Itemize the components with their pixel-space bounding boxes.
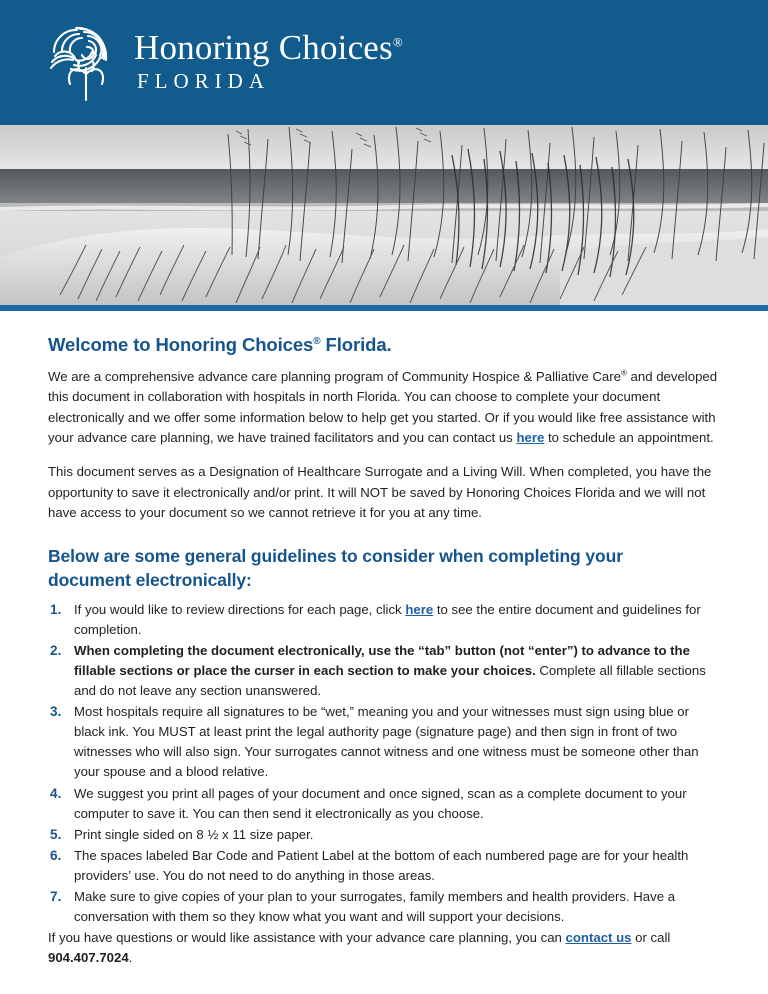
directions-here-link[interactable]: here	[405, 601, 434, 617]
guideline-1-text-after: to see the entire document and guidelines for completion.	[74, 601, 701, 638]
footer-text-middle: or call	[631, 929, 671, 945]
list-item	[48, 641, 720, 701]
guideline-1-text-before: If you would like to review directions for each page, click	[74, 601, 406, 617]
intro-paragraph-part-3: to schedule an appointment.	[544, 430, 714, 446]
registered-mark-icon: ®	[313, 335, 321, 347]
list-item: Most hospitals require all signatures to be “wet,” meaning you and your witnesses must sign using blue or black ink. You MUST at least print the legal authority page (signature page) and then sign in front of two witnesses who will also sign. Your surrogates cannot witness and one witness must be someone other than your spouse and a blood relative.	[74, 704, 699, 780]
brand-name-text: Honoring Choices	[134, 28, 393, 67]
guidelines-heading: Below are some general guidelines to consider when completing your document electronically:	[48, 546, 623, 590]
intro-paragraph-part-2: and developed this document in collaboration with hospitals in north Florida. You can choose to complete your document electronically and we offer some information below to help get you started. Or if you would like free assistance with your advance care planning, we have trained facilitators and you can contact us	[48, 369, 718, 446]
document-scope-paragraph: This document serves as a Designation of Healthcare Surrogate and a Living Will. When completed, you have the opportunity to save it electronically and/or print. It will NOT be saved by Honoring Choices Florida and we will not have access to your document so we cannot retrieve it for you at any time.	[48, 464, 712, 521]
guideline-2-text-after: Complete all fillable sections and do not leave any section unanswered.	[74, 663, 706, 699]
phone-number: 904.407.7024	[48, 950, 129, 966]
contact-here-link[interactable]: here	[516, 430, 545, 446]
brand-logo-lockup[interactable]	[48, 22, 403, 102]
list-item: We suggest you print all pages of your document and once signed, scan as a complete document to your computer to save it. You can then send it electronically as you choose.	[74, 785, 687, 821]
beach-dune-banner-image	[0, 125, 768, 305]
contact-us-link[interactable]: contact us	[565, 929, 632, 945]
registered-mark-icon: ®	[620, 368, 627, 378]
list-item: The spaces labeled Bar Code and Patient Label at the bottom of each numbered page are for your health providers’ use. You do not need to do anything in those areas.	[74, 847, 689, 883]
brand-wordmark	[134, 22, 403, 94]
brand-subtitle: FLORIDA	[137, 69, 271, 93]
welcome-heading-before: Welcome to Honoring Choices	[48, 334, 314, 355]
footer-contact-note	[48, 928, 720, 969]
guideline-2-bold-text: When completing the document electronically, use the “tab” button (not “enter”) to advance to the fillable sections or place the curser in each section to make your choices.	[74, 643, 690, 679]
footer-text-before: If you have questions or would like assistance with your advance care planning, you can	[48, 929, 566, 945]
list-item: Make sure to give copies of your plan to your surrogates, family members and health providers. Have a conversation with them so they know what you want and will support your decisions.	[74, 888, 676, 924]
intro-paragraph-part-1: We are a comprehensive advance care planning program of Community Hospice & Palliative Care	[48, 369, 621, 385]
list-item: Print single sided on 8 ½ x 11 size paper.	[74, 826, 314, 842]
welcome-heading	[48, 333, 720, 356]
footer-text-after: .	[128, 950, 133, 966]
intro-paragraph	[48, 367, 720, 448]
welcome-heading-after: Florida.	[320, 334, 392, 355]
list-item	[48, 600, 720, 640]
tree-fingerprint-logo-icon	[48, 22, 124, 102]
registered-mark-icon: ®	[392, 34, 403, 50]
page-content	[0, 311, 768, 969]
brand-name	[134, 30, 403, 65]
site-header	[0, 0, 768, 125]
guidelines-list	[48, 600, 720, 927]
